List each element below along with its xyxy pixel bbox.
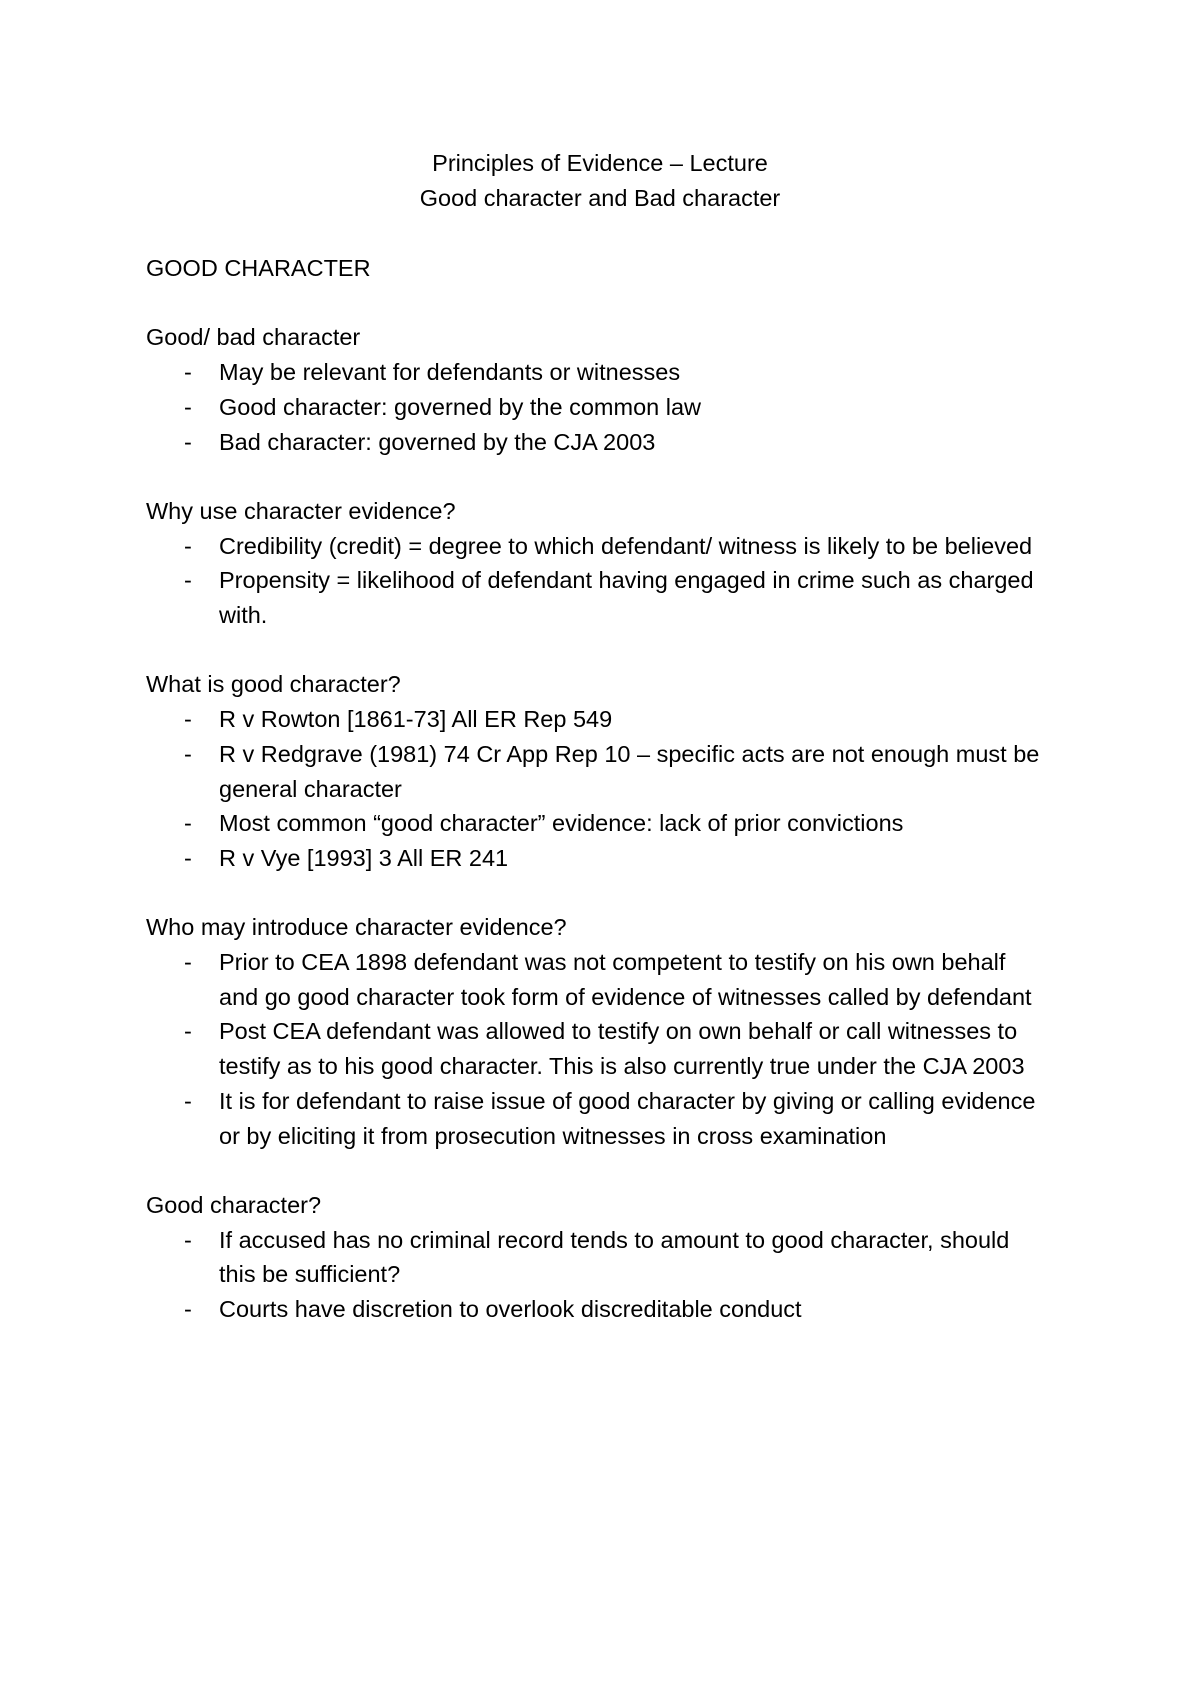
- list-item: [146, 390, 1046, 425]
- section-good-character: [146, 251, 1046, 286]
- list-item-text: R v Rowton [1861-73] All ER Rep 549: [219, 706, 613, 733]
- list-item-text: Most common “good character” evidence: lack of prior convictions: [219, 810, 904, 837]
- list-item: [146, 1084, 1046, 1153]
- list-item: [146, 425, 1046, 460]
- bullet-dash: -: [184, 359, 192, 386]
- list-item: [146, 529, 1046, 564]
- bullet-dash: -: [184, 567, 192, 594]
- bullet-dash: -: [184, 844, 192, 871]
- section-heading: Good character?: [146, 1191, 322, 1218]
- list-item-text: Good character: governed by the common law: [219, 393, 702, 420]
- list-item-text: It is for defendant to raise issue of good character by giving or calling evidence or by eliciting it from prosecution witnesses in cross examination: [219, 1087, 1036, 1149]
- list-item: [146, 841, 1046, 876]
- bullet-dash: -: [184, 1226, 192, 1253]
- list-item-text: Propensity = likelihood of defendant having engaged in crime such as charged with.: [219, 567, 1034, 628]
- bullet-dash: -: [184, 532, 192, 559]
- list-item: [146, 355, 1046, 390]
- list-item: [146, 702, 1046, 737]
- list-item-text: R v Vye [1993] 3 All ER 241: [219, 844, 509, 871]
- document-title: [0, 146, 1200, 216]
- bullet-dash: -: [184, 1296, 192, 1323]
- bullet-list: [146, 355, 1046, 459]
- list-item-text: Courts have discretion to overlook discreditable conduct: [219, 1296, 802, 1323]
- section-why-use-character-evidence: [146, 494, 1046, 633]
- list-item: [146, 1014, 1046, 1083]
- bullet-dash: -: [184, 1087, 192, 1114]
- bullet-dash: -: [184, 1018, 192, 1045]
- bullet-dash: -: [184, 706, 192, 733]
- section-good-character-question: [146, 1188, 1046, 1327]
- list-item-text: Post CEA defendant was allowed to testify on own behalf or call witnesses to testify as to his good character. This is also currently true under the CJA 2003: [219, 1018, 1025, 1080]
- list-item: [146, 1292, 1046, 1327]
- document-body: [146, 251, 1046, 1327]
- list-item-text: Credibility (credit) = degree to which defendant/ witness is likely to be believed: [219, 532, 1033, 559]
- list-item: [146, 1223, 1046, 1292]
- bullet-list: [146, 529, 1046, 633]
- bullet-dash: -: [184, 810, 192, 837]
- title-line: Principles of Evidence – Lecture: [432, 150, 768, 176]
- section-heading: Good/ bad character: [146, 324, 361, 351]
- bullet-list: [146, 702, 1046, 876]
- bullet-list: [146, 945, 1046, 1153]
- list-item-text: Prior to CEA 1898 defendant was not competent to testify on his own behalf and go good character took form of evidence of witnesses called by defendant: [219, 949, 1032, 1010]
- subtitle-line: Good character and Bad character: [419, 185, 781, 211]
- section-heading: GOOD CHARACTER: [146, 255, 371, 281]
- bullet-dash: -: [184, 428, 192, 455]
- bullet-dash: -: [184, 393, 192, 420]
- bullet-list: [146, 1223, 1046, 1327]
- section-heading: Why use character evidence?: [146, 497, 456, 524]
- bullet-dash: -: [184, 740, 192, 767]
- section-who-may-introduce: [146, 910, 1046, 1153]
- section-good-bad-character: [146, 320, 1046, 459]
- list-item-text: If accused has no criminal record tends to amount to good character, should this be sufficient?: [219, 1226, 1010, 1288]
- list-item-text: May be relevant for defendants or witnesses: [219, 359, 681, 386]
- list-item: [146, 737, 1046, 806]
- section-what-is-good-character: [146, 667, 1046, 875]
- section-heading: Who may introduce character evidence?: [146, 914, 567, 941]
- list-item-text: Bad character: governed by the CJA 2003: [219, 428, 656, 455]
- section-heading: What is good character?: [146, 671, 401, 698]
- list-item: [146, 945, 1046, 1014]
- list-item: [146, 806, 1046, 841]
- list-item-text: R v Redgrave (1981) 74 Cr App Rep 10 – specific acts are not enough must be general character: [219, 740, 1040, 802]
- list-item: [146, 563, 1046, 632]
- bullet-dash: -: [184, 949, 192, 975]
